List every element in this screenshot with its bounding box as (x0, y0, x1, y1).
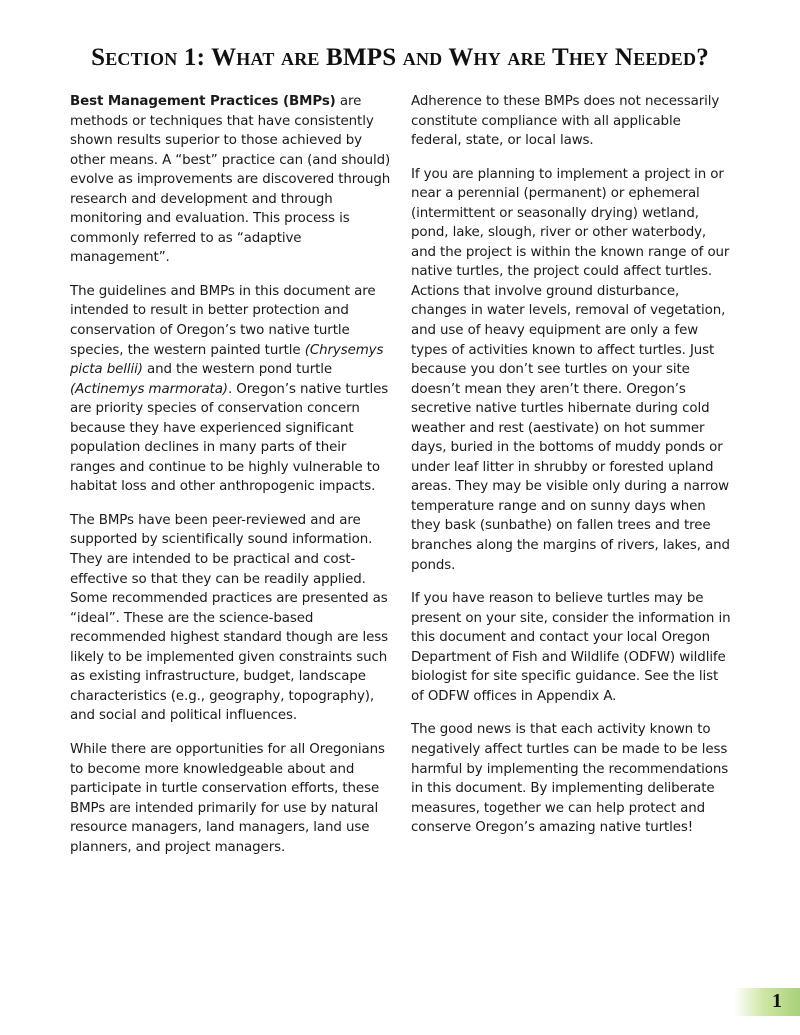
paragraph-audience: While there are opportunities for all Oregonians to become more knowledgeable about and participate in turtle conservation efforts, these BMPs are intended primarily for use by natural resource managers, land managers, land use planners, and project managers. (70, 741, 385, 855)
paragraph-contact-odfw: If you have reason to believe turtles may be present on your site, consider the information in this document and contact your local Oregon Department of Fish and Wildlife (ODFW) wildlife biologist for site specific guidance. See the list of ODFW offices in Appendix A. (411, 591, 731, 704)
guidelines-text-c: . Oregon’s native turtles are priority species of conservation concern because they have experienced significant population declines in many parts of their ranges and continue to be highly vulnerable to habitat loss and other anthropogenic impacts. (70, 381, 389, 495)
bmp-definition-text: are methods or techniques that have consistently shown results superior to those achieved by other means. A “best” practice can (and should) evolve as improvements are discovered through research and development and through monitoring and evaluation. This process is commonly referred to as “adaptive management”. (70, 94, 391, 266)
guidelines-text-b: and the western pond turtle (142, 362, 333, 378)
right-column (411, 92, 731, 852)
scientific-name-pond-turtle: (Actinemys marmorata) (70, 381, 228, 397)
paragraph-bmp-definition (70, 92, 392, 268)
paragraph-good-news: The good news is that each activity known to negatively affect turtles can be made to be less harmful by implementing the recommendations in this document. By implementing deliberate measures, together we can help protect and conserve Oregon’s amazing native turtles! (411, 722, 729, 836)
paragraph-project-planning: If you are planning to implement a project in or near a perennial (permanent) or ephemeral (intermittent or seasonally drying) wetland, pond, lake, slough, river or other waterbody, and the project is within the known range of our native turtles, the project could affect turtles. Actions that involve ground disturbance, changes in water levels, removal of vegetation, and use of heavy equipment are only a few types of activities known to affect turtles. Just because you don’t see turtles on your site doesn’t mean they aren’t there. Oregon’s secretive native turtles hibernate during cold weather and rest (aestivate) on hot summer days, buried in the bottoms of muddy ponds or under leaf litter in shrubby or forested upland areas. They may be visible only during a narrow temperature range and on sunny days when they bask (sunbathe) on fallen trees and tree branches along the margins of rivers, lakes, and ponds. (411, 166, 730, 573)
paragraph-compliance: Adherence to these BMPs does not necessarily constitute compliance with all applicable federal, state, or local laws. (411, 94, 720, 149)
guidelines-text-a: The guidelines and BMPs in this document are intended to result in better protection and conservation of Oregon’s two native turtle species, the western painted turtle (70, 283, 376, 358)
section-title: Section 1: What are BMPS and Why are They Needed? (91, 44, 709, 71)
left-column (70, 92, 392, 871)
paragraph-guidelines (70, 282, 392, 497)
paragraph-peer-review: The BMPs have been peer-reviewed and are supported by scientifically sound information. They are intended to be practical and cost-effective so that they can be readily applied. Some recommended practices are presented as “ideal”. These are the science-based recommended highest standard though are less likely to be implemented given constraints such as existing infrastructure, budget, landscape characteristics (e.g., geography, topography), and social and political influences. (70, 512, 388, 724)
page-number-badge (734, 988, 800, 1016)
scientific-name-painted-turtle: (Chrysemys picta bellii) (70, 342, 384, 378)
page-number: 1 (772, 990, 782, 1012)
bmp-term: Best Management Practices (BMPs) (70, 94, 336, 109)
